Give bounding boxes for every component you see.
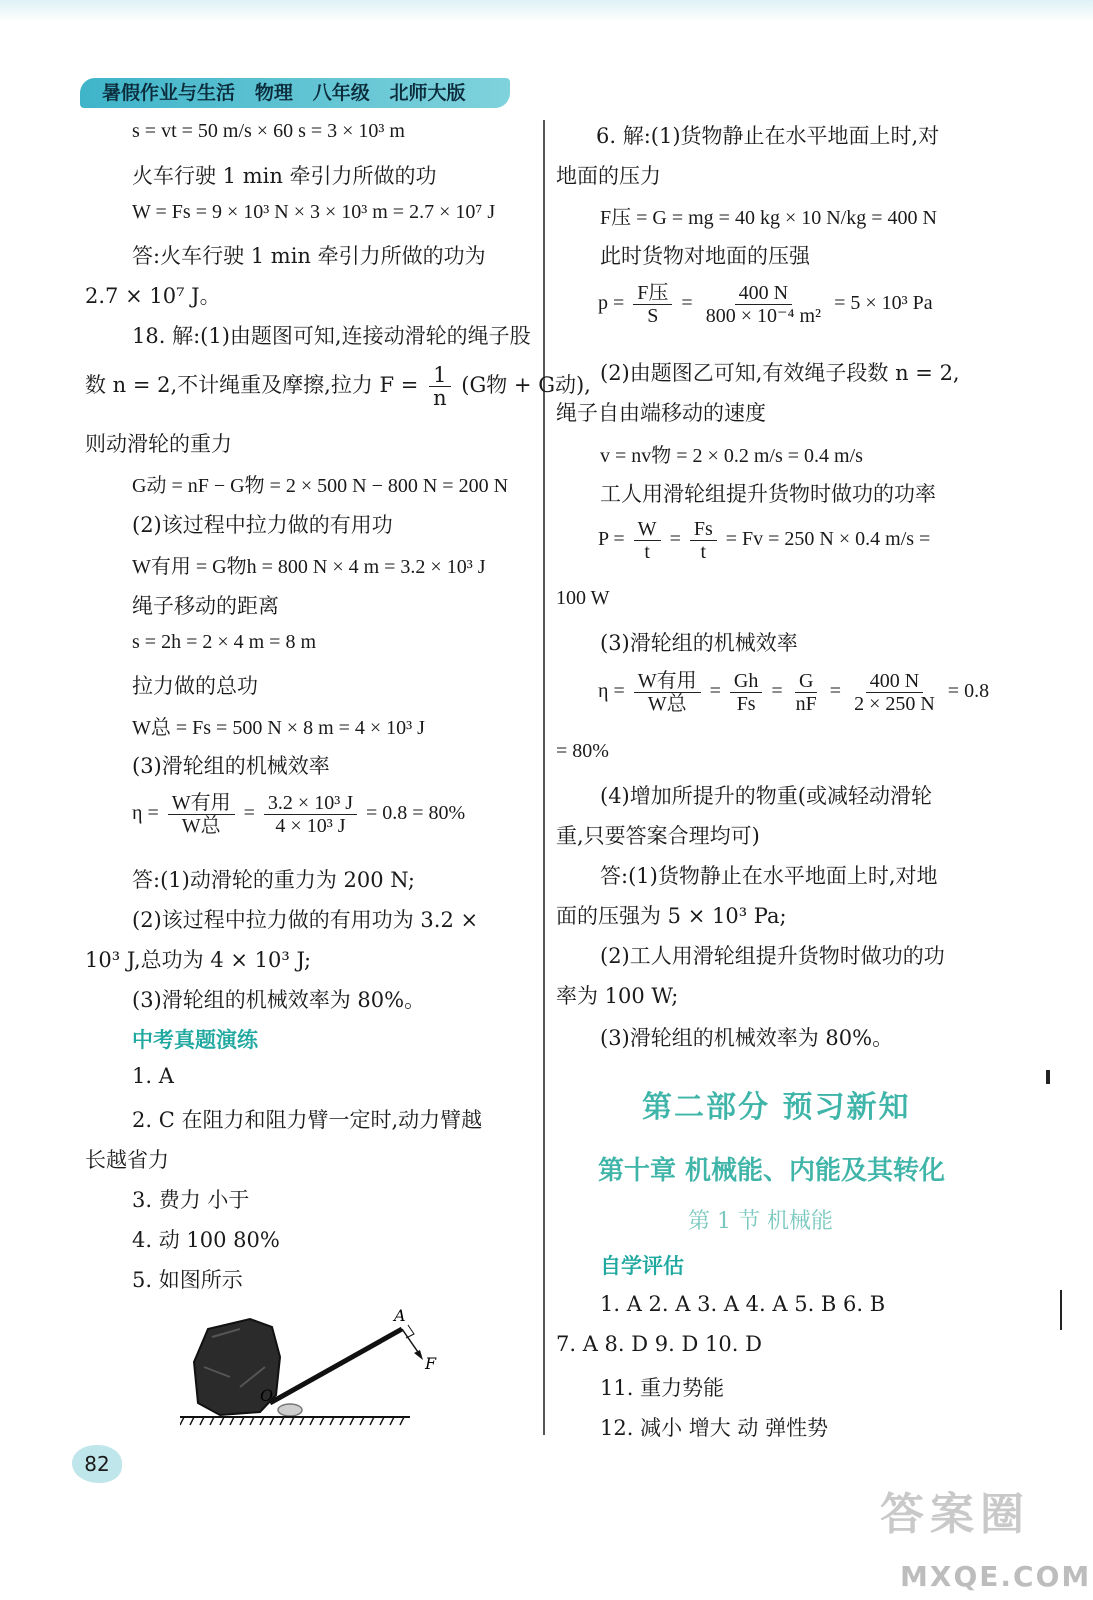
text-line: W总 = Fs = 500 N × 8 m = 4 × 10³ J: [132, 717, 425, 739]
text-line: 工人用滑轮组提升货物时做功的功率: [600, 482, 936, 506]
text-fragment: 数 n = 2,不计绳重及摩擦,拉力 F =: [85, 373, 419, 397]
arrow-head-icon: [414, 1350, 423, 1360]
numerator: W有用: [634, 670, 701, 693]
text-line: 地面的压力: [556, 164, 661, 188]
text-line: 10³ J,总功为 4 × 10³ J;: [85, 948, 312, 972]
text-line: (3)滑轮组的机械效率: [600, 631, 798, 655]
text-fragment: (G物 + G动),: [461, 373, 591, 397]
text-line: (4)增加所提升的物重(或减轻动滑轮: [600, 784, 932, 808]
text-line: = 80%: [556, 740, 609, 762]
formula-line: [598, 518, 930, 563]
text-fragment: = 5 × 10³ Pa: [834, 292, 933, 315]
section-title: 第 1 节 机械能: [688, 1209, 833, 1234]
text-line: 答:火车行驶 1 min 牵引力所做的功为: [132, 244, 486, 268]
formula-line: [132, 792, 465, 837]
margin-mark: [1046, 1070, 1050, 1084]
numerator: Gh: [730, 670, 762, 693]
denominator: 4 × 10³ J: [275, 815, 346, 837]
text-line: 4. 动 100 80%: [132, 1228, 280, 1252]
answers-line: 12. 减小 增大 动 弹性势: [600, 1416, 829, 1440]
fraction: [690, 518, 717, 563]
text-line: 5. 如图所示: [132, 1268, 243, 1292]
part-title: 第二部分 预习新知: [642, 1090, 911, 1125]
lever-bar: [270, 1329, 402, 1403]
ground-hatching: [180, 1417, 404, 1425]
text-fragment: =: [771, 680, 783, 703]
text-line: 绳子移动的距离: [132, 594, 279, 618]
text-line: (3)滑轮组的机械效率为 80%。: [600, 1026, 894, 1050]
text-line: W有用 = G物h = 800 N × 4 m = 3.2 × 10³ J: [132, 556, 486, 578]
denominator: 2 × 250 N: [854, 693, 935, 715]
denominator: W总: [647, 693, 687, 715]
header-banner: 暑假作业与生活 物理 八年级 北师大版: [80, 78, 510, 108]
numerator: W: [634, 518, 661, 541]
text-fragment: =: [669, 528, 681, 551]
text-line: 则动滑轮的重力: [85, 432, 232, 456]
text-line: 3. 费力 小于: [132, 1188, 250, 1212]
text-line: 长越省力: [85, 1148, 169, 1172]
fraction: [702, 282, 825, 327]
formula-line: [85, 364, 591, 409]
text-fragment: = 0.8 = 80%: [365, 802, 466, 825]
column-divider: [543, 120, 545, 1435]
fraction: [792, 670, 821, 715]
lever-figure: [180, 1307, 520, 1437]
text-fragment: =: [243, 802, 255, 825]
numerator: Fs: [690, 518, 717, 541]
margin-mark: [1060, 1290, 1062, 1330]
force-label-f: F: [425, 1354, 437, 1373]
answers-line: 7. A 8. D 9. D 10. D: [556, 1332, 762, 1356]
denominator: W总: [181, 815, 221, 837]
point-label-o: O: [260, 1386, 274, 1405]
fraction: [730, 670, 762, 715]
formula-line: [598, 670, 989, 715]
text-line: 率为 100 W;: [556, 984, 679, 1008]
text-line: (2)工人用滑轮组提升货物时做功的功: [600, 944, 945, 968]
text-fragment: =: [709, 680, 721, 703]
text-line: W = Fs = 9 × 10³ N × 3 × 10³ m = 2.7 × 10⁷ J: [132, 201, 496, 223]
page-number: 82: [72, 1445, 122, 1483]
text-line: G动 = nF − G物 = 2 × 500 N − 800 N = 200 N: [132, 475, 509, 497]
text-line: (3)滑轮组的机械效率为 80%。: [132, 988, 426, 1012]
denominator: 800 × 10⁻⁴ m²: [705, 305, 822, 327]
text-line: (3)滑轮组的机械效率: [132, 754, 330, 778]
text-line: 答:(1)动滑轮的重力为 200 N;: [132, 868, 415, 892]
point-label-a: A: [394, 1307, 406, 1325]
text-fragment: = 0.8: [947, 680, 990, 703]
text-line: 2.7 × 10⁷ J。: [85, 284, 221, 308]
pebble-shape: [278, 1404, 302, 1416]
text-line: (2)由题图乙可知,有效绳子段数 n = 2,: [600, 361, 960, 385]
denominator: t: [700, 541, 707, 563]
fraction: [634, 670, 701, 715]
text-fragment: =: [681, 292, 693, 315]
text-line: 1. A: [132, 1064, 174, 1088]
fraction: [429, 364, 451, 409]
text-line: s = 2h = 2 × 4 m = 8 m: [132, 631, 317, 653]
denominator: Fs: [736, 693, 756, 715]
text-line: 100 W: [556, 587, 610, 609]
text-fragment: p =: [598, 292, 625, 315]
text-line: v = nv物 = 2 × 0.2 m/s = 0.4 m/s: [600, 445, 863, 467]
text-line: 火车行驶 1 min 牵引力所做的功: [132, 164, 437, 188]
denominator: n: [433, 386, 447, 410]
text-line: 绳子自由端移动的速度: [556, 401, 766, 425]
watermark-url: MXQE.COM: [900, 1560, 1092, 1593]
denominator: t: [644, 541, 650, 563]
text-line: 此时货物对地面的压强: [600, 244, 810, 268]
numerator: F压: [633, 282, 672, 305]
numerator: 3.2 × 10³ J: [264, 792, 357, 815]
watermark-logo: 答案圈: [880, 1489, 1030, 1540]
text-fragment: =: [829, 680, 842, 703]
denominator: S: [647, 305, 659, 327]
text-line: 18. 解:(1)由题图可知,连接动滑轮的绳子股: [132, 324, 531, 348]
text-line: s = vt = 50 m/s × 60 s = 3 × 10³ m: [132, 120, 405, 142]
text-line: 2. C 在阻力和阻力臂一定时,动力臂越: [132, 1108, 483, 1132]
fraction: [168, 792, 235, 837]
text-line: F压 = G = mg = 40 kg × 10 N/kg = 400 N: [600, 207, 937, 229]
numerator: G: [795, 670, 817, 693]
answers-line: 1. A 2. A 3. A 4. A 5. B 6. B: [600, 1292, 886, 1316]
text-line: 答:(1)货物静止在水平地面上时,对地: [600, 864, 938, 888]
numerator: 400 N: [866, 670, 923, 693]
section-heading: 中考真题演练: [132, 1028, 258, 1052]
denominator: nF: [795, 693, 817, 715]
formula-line: [598, 282, 933, 327]
subsection-heading: 自学评估: [600, 1254, 684, 1278]
top-edge-tint: [0, 0, 1093, 22]
text-line: 拉力做的总功: [132, 674, 258, 698]
text-fragment: η =: [598, 680, 625, 703]
text-line: 6. 解:(1)货物静止在水平地面上时,对: [596, 124, 940, 148]
fraction: [850, 670, 939, 715]
text-line: 面的压强为 5 × 10³ Pa;: [556, 904, 787, 928]
fraction: [634, 518, 661, 563]
numerator: W有用: [168, 792, 235, 815]
fraction: [264, 792, 357, 837]
text-line: (2)该过程中拉力做的有用功为 3.2 ×: [132, 908, 479, 932]
answers-line: 11. 重力势能: [600, 1376, 725, 1400]
numerator: 400 N: [735, 282, 792, 305]
fraction: [633, 282, 672, 327]
text-fragment: P =: [598, 528, 625, 551]
text-fragment: η =: [132, 802, 159, 825]
force-arrow: [402, 1329, 420, 1355]
numerator: 1: [429, 364, 450, 387]
text-line: 重,只要答案合理均可): [556, 824, 760, 848]
chapter-title: 第十章 机械能、内能及其转化: [598, 1156, 946, 1186]
text-fragment: = Fv = 250 N × 0.4 m/s =: [725, 528, 931, 551]
text-line: (2)该过程中拉力做的有用功: [132, 513, 393, 537]
